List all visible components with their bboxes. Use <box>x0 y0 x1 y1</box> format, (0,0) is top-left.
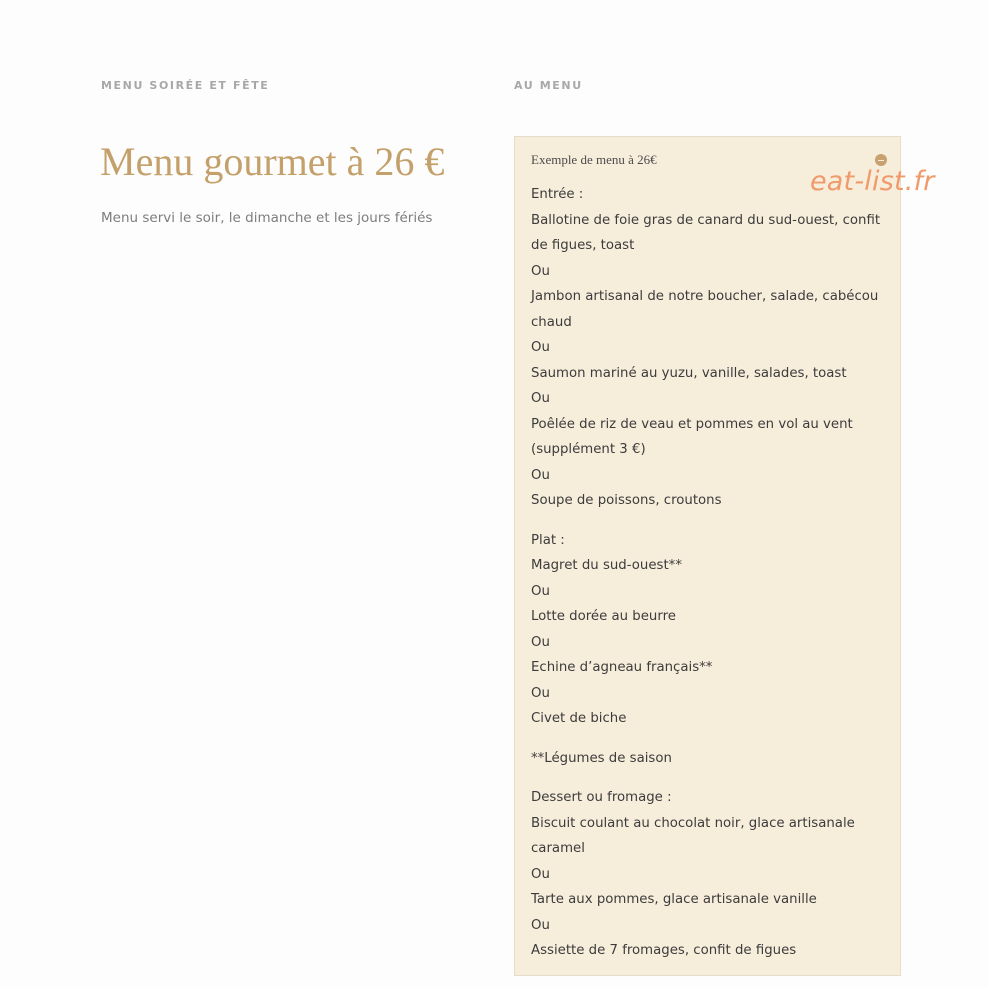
menu-line: Ou <box>531 866 550 882</box>
menu-line: de figues, toast <box>531 238 635 253</box>
menu-line: Ou <box>531 391 550 406</box>
menu-line: Assiette de 7 fromages, confit de figues <box>531 943 797 958</box>
menu-content <box>531 182 891 978</box>
menu-line: Civet de biche <box>531 711 627 726</box>
section-label-menu-soiree: MENU SOIRÉE ET FÊTE <box>101 79 270 92</box>
menu-line: Ou <box>531 685 550 701</box>
minus-circle-icon[interactable] <box>875 154 887 166</box>
menu-line: Echine d’agneau français** <box>531 660 713 675</box>
menu-line: Saumon mariné au yuzu, vanille, salades, toast <box>531 365 847 381</box>
menu-line: Entrée : <box>531 187 584 202</box>
menu-course <box>531 785 891 964</box>
menu-accordion-panel <box>514 136 901 976</box>
section-label-au-menu: AU MENU <box>514 79 583 92</box>
menu-line: Poêlée de riz de veau et pommes en vol au vent <box>531 416 853 432</box>
menu-line: Plat : <box>531 532 565 548</box>
menu-line: Lotte dorée au beurre <box>531 609 676 624</box>
menu-line: Ballotine de foie gras de canard du sud-ouest, confit <box>531 212 881 228</box>
menu-line: **Légumes de saison <box>531 750 672 766</box>
menu-line: (supplément 3 €) <box>531 442 646 457</box>
menu-course <box>531 528 891 732</box>
menu-line: Ou <box>531 917 550 933</box>
menu-line: Ou <box>531 583 550 599</box>
menu-line: Magret du sud-ouest** <box>531 558 682 573</box>
watermark-logo: eat-list.fr <box>810 166 935 197</box>
accordion-header[interactable]: Exemple de menu à 26€ <box>531 152 657 167</box>
menu-line: Jambon artisanal de notre boucher, salade, cabécou <box>531 289 879 304</box>
menu-line: Ou <box>531 340 550 355</box>
menu-line: Ou <box>531 634 550 650</box>
menu-line: Soupe de poissons, croutons <box>531 493 722 508</box>
menu-title: Menu gourmet à 26 € <box>100 139 445 184</box>
menu-line: Ou <box>531 263 550 279</box>
menu-line: Tarte aux pommes, glace artisanale vanille <box>531 892 817 907</box>
menu-line: chaud <box>531 314 572 330</box>
menu-subtitle: Menu servi le soir, le dimanche et les jours fériés <box>101 210 433 226</box>
menu-course <box>531 746 891 772</box>
menu-line: caramel <box>531 841 585 856</box>
menu-line: Ou <box>531 467 550 483</box>
menu-line: Dessert ou fromage : <box>531 790 672 805</box>
menu-course <box>531 182 891 514</box>
menu-line: Biscuit coulant au chocolat noir, glace artisanale <box>531 815 855 831</box>
